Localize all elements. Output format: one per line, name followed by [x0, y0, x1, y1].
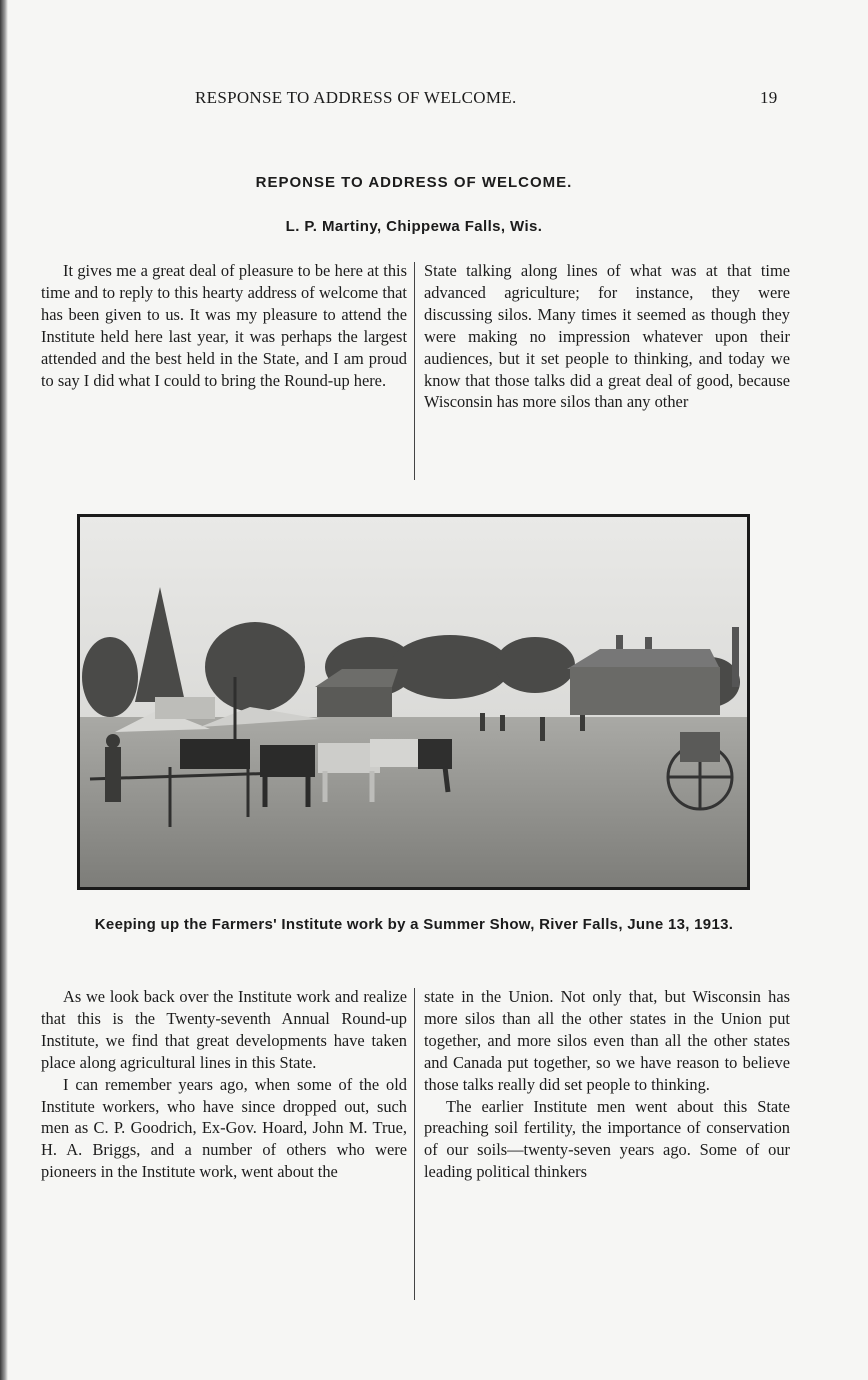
paragraph: I can remember years ago, when some of the old Institute workers, who have since dropped out, such men as C. P. Goodrich, Ex-Gov. Hoard, John M. True, H. A. Briggs, and a number of others who were pioneers in the Institute work, went about the — [41, 1074, 407, 1182]
column-divider — [414, 262, 415, 480]
photo-caption: Keeping up the Farmers' Institute work by a Summer Show, River Falls, June 13, 1913. — [94, 916, 734, 933]
top-right-column — [424, 260, 790, 413]
page-edge-shadow — [0, 0, 8, 1380]
paragraph: State talking along lines of what was at that time advanced agriculture; for instance, they were discussing silos. Many times it seemed as though they were making no impression whatever upon their audiences, but it set people to thinking, and today we know that those talks did a great deal of good, because Wisconsin has more silos than any other — [424, 261, 790, 412]
running-header — [0, 88, 868, 116]
running-title: RESPONSE TO ADDRESS OF WELCOME. — [195, 88, 517, 107]
paragraph: The earlier Institute men went about this State preaching soil fertility, the importance of conservation of our soils—twenty-seven years ago. Some of our leading political thinkers — [424, 1096, 790, 1182]
photo-illustration — [80, 517, 747, 887]
bottom-right-column — [424, 986, 790, 1183]
bottom-left-column — [41, 986, 407, 1183]
paragraph: As we look back over the Institute work and realize that this is the Twenty-seventh Annual Round-up Institute, we find that great developments have taken place along agricultural lines in this State. — [41, 987, 407, 1072]
paragraph: state in the Union. Not only that, but Wisconsin has more silos than all the other states in the Union put together, and more silos even than all the other states and Canada put together, so we have reason to believe those talks really did set people to thinking. — [424, 987, 790, 1094]
paragraph: It gives me a great deal of pleasure to be here at this time and to reply to this hearty address of welcome that has been given to us. It was my pleasure to attend the Institute held here last year, it was perhaps the largest attended and the best held in the State, and I am proud to say I did what I could to bring the Round-up here. — [41, 261, 407, 390]
article-title: REPONSE TO ADDRESS OF WELCOME. — [255, 174, 573, 191]
byline: L. P. Martiny, Chippewa Falls, Wis. — [285, 218, 543, 235]
summer-show-photo — [77, 514, 750, 890]
column-divider — [414, 988, 415, 1300]
page-number: 19 — [760, 88, 778, 107]
top-left-column — [41, 260, 407, 391]
